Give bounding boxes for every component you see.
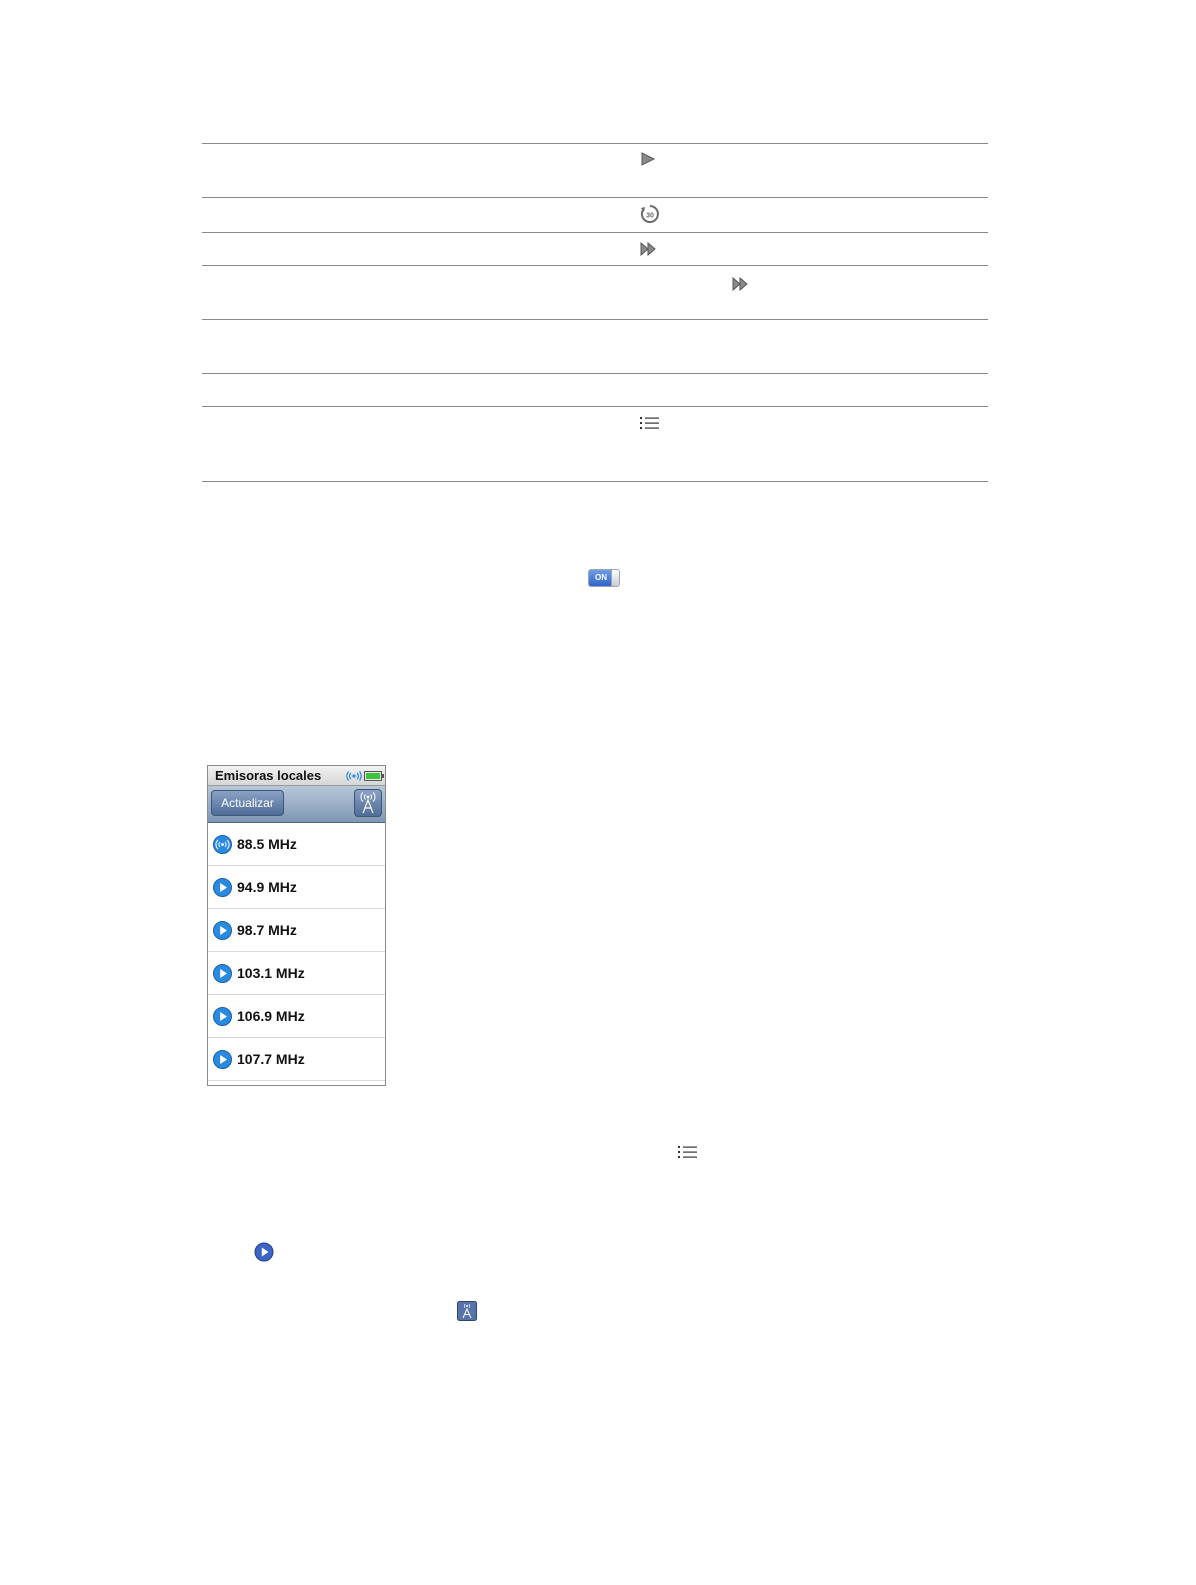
fast-forward-icon bbox=[732, 276, 750, 292]
play-circle-icon bbox=[254, 1242, 274, 1262]
table-row-divider bbox=[202, 319, 988, 320]
fast-forward-icon bbox=[640, 241, 658, 257]
table-row-divider bbox=[202, 406, 988, 407]
station-frequency: 107.7 MHz bbox=[237, 1051, 305, 1067]
table-row-divider bbox=[202, 197, 988, 198]
play-circle-icon[interactable] bbox=[213, 1050, 232, 1069]
radio-tag-icon bbox=[457, 1301, 477, 1321]
radio-tag-icon bbox=[355, 790, 381, 816]
table-row-divider bbox=[202, 232, 988, 233]
svg-text:30: 30 bbox=[646, 212, 654, 220]
station-frequency: 94.9 MHz bbox=[237, 879, 297, 895]
play-circle-icon[interactable] bbox=[213, 921, 232, 940]
refresh-button[interactable]: Actualizar bbox=[211, 790, 284, 816]
station-row[interactable] bbox=[208, 823, 385, 866]
rewind-30-icon bbox=[640, 204, 660, 224]
status-bar bbox=[208, 766, 385, 786]
screen-title: Emisoras locales bbox=[215, 768, 322, 783]
table-row-divider bbox=[202, 373, 988, 374]
table-top-rule bbox=[202, 143, 988, 144]
radio-screen bbox=[207, 765, 386, 1086]
table-bottom-rule bbox=[202, 481, 988, 482]
station-frequency: 88.5 MHz bbox=[237, 836, 297, 852]
play-icon bbox=[640, 151, 656, 167]
station-row[interactable] bbox=[208, 866, 385, 909]
battery-icon bbox=[364, 771, 384, 781]
broadcast-signal-icon bbox=[346, 771, 362, 781]
radio-tag-button[interactable] bbox=[354, 789, 382, 817]
play-circle-icon[interactable] bbox=[213, 964, 232, 983]
station-frequency: 106.9 MHz bbox=[237, 1008, 305, 1024]
table-row-divider bbox=[202, 265, 988, 266]
play-circle-icon[interactable] bbox=[213, 1007, 232, 1026]
toggle-knob bbox=[611, 570, 619, 586]
list-icon bbox=[678, 1145, 698, 1159]
list-icon bbox=[640, 416, 660, 430]
play-circle-icon[interactable] bbox=[213, 878, 232, 897]
station-row[interactable] bbox=[208, 952, 385, 995]
station-row[interactable] bbox=[208, 1038, 385, 1081]
station-list bbox=[208, 823, 385, 1081]
on-off-toggle[interactable] bbox=[588, 569, 620, 587]
station-row[interactable] bbox=[208, 995, 385, 1038]
station-frequency: 103.1 MHz bbox=[237, 965, 305, 981]
station-row[interactable] bbox=[208, 909, 385, 952]
now-playing-broadcast-icon bbox=[213, 835, 232, 854]
toggle-on-label: ON bbox=[589, 570, 613, 586]
station-frequency: 98.7 MHz bbox=[237, 922, 297, 938]
toolbar bbox=[208, 786, 385, 823]
